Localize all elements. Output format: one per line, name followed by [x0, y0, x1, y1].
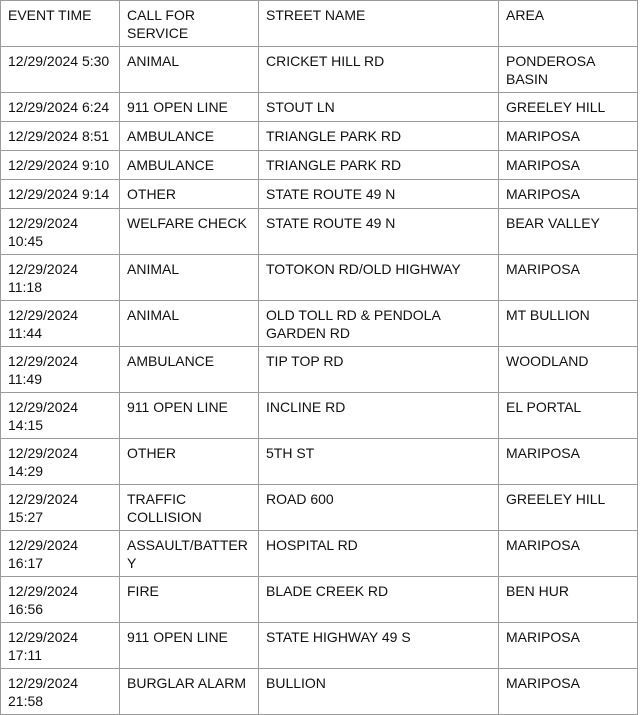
cell-area: MARIPOSA: [499, 669, 638, 715]
cell-call-for-service: AMBULANCE: [120, 347, 259, 393]
cell-call-for-service: FIRE: [120, 577, 259, 623]
table-row: [1, 93, 638, 122]
table-row: [1, 669, 638, 715]
table-row: [1, 151, 638, 180]
table-row: [1, 531, 638, 577]
cell-area: MARIPOSA: [499, 531, 638, 577]
cell-event-time: 12/29/2024 16:56: [1, 577, 120, 623]
cell-area: GREELEY HILL: [499, 93, 638, 122]
cell-street-name: INCLINE RD: [259, 393, 499, 439]
table-row: [1, 255, 638, 301]
table-row: [1, 577, 638, 623]
cell-street-name: TIP TOP RD: [259, 347, 499, 393]
cell-event-time: 12/29/2024 11:18: [1, 255, 120, 301]
cell-street-name: STOUT LN: [259, 93, 499, 122]
cell-area: MARIPOSA: [499, 180, 638, 209]
cell-event-time: 12/29/2024 14:29: [1, 439, 120, 485]
cell-event-time: 12/29/2024 14:15: [1, 393, 120, 439]
cell-area: BEN HUR: [499, 577, 638, 623]
cell-street-name: STATE ROUTE 49 N: [259, 180, 499, 209]
cell-street-name: STATE HIGHWAY 49 S: [259, 623, 499, 669]
cell-call-for-service: AMBULANCE: [120, 151, 259, 180]
cell-area: EL PORTAL: [499, 393, 638, 439]
cell-street-name: CRICKET HILL RD: [259, 47, 499, 93]
cell-call-for-service: ANIMAL: [120, 47, 259, 93]
cell-call-for-service: OTHER: [120, 439, 259, 485]
cell-event-time: 12/29/2024 6:24: [1, 93, 120, 122]
cell-street-name: HOSPITAL RD: [259, 531, 499, 577]
cell-area: GREELEY HILL: [499, 485, 638, 531]
table-row: [1, 301, 638, 347]
cell-call-for-service: 911 OPEN LINE: [120, 393, 259, 439]
cell-street-name: BLADE CREEK RD: [259, 577, 499, 623]
cell-call-for-service: ANIMAL: [120, 255, 259, 301]
cell-event-time: 12/29/2024 10:45: [1, 209, 120, 255]
cell-call-for-service: 911 OPEN LINE: [120, 623, 259, 669]
cell-area: BEAR VALLEY: [499, 209, 638, 255]
cell-area: MT BULLION: [499, 301, 638, 347]
cell-event-time: 12/29/2024 15:27: [1, 485, 120, 531]
table-row: [1, 623, 638, 669]
cell-call-for-service: ASSAULT/BATTERY: [120, 531, 259, 577]
cell-event-time: 12/29/2024 5:30: [1, 47, 120, 93]
cell-call-for-service: BURGLAR ALARM: [120, 669, 259, 715]
cell-street-name: ROAD 600: [259, 485, 499, 531]
cell-street-name: 5TH ST: [259, 439, 499, 485]
header-event-time: EVENT TIME: [1, 1, 120, 47]
cell-area: MARIPOSA: [499, 122, 638, 151]
cell-call-for-service: ANIMAL: [120, 301, 259, 347]
table-row: [1, 47, 638, 93]
cell-area: MARIPOSA: [499, 439, 638, 485]
cell-area: WOODLAND: [499, 347, 638, 393]
table-row: [1, 347, 638, 393]
cell-street-name: TRIANGLE PARK RD: [259, 151, 499, 180]
table-row: [1, 439, 638, 485]
cell-area: PONDEROSA BASIN: [499, 47, 638, 93]
header-call-for-service: CALL FOR SERVICE: [120, 1, 259, 47]
header-area: AREA: [499, 1, 638, 47]
cell-street-name: OLD TOLL RD & PENDOLA GARDEN RD: [259, 301, 499, 347]
cell-area: MARIPOSA: [499, 623, 638, 669]
cell-call-for-service: AMBULANCE: [120, 122, 259, 151]
cell-area: MARIPOSA: [499, 255, 638, 301]
table-row: [1, 180, 638, 209]
cell-event-time: 12/29/2024 11:44: [1, 301, 120, 347]
table-row: [1, 122, 638, 151]
cell-event-time: 12/29/2024 21:58: [1, 669, 120, 715]
cell-call-for-service: WELFARE CHECK: [120, 209, 259, 255]
cell-street-name: TRIANGLE PARK RD: [259, 122, 499, 151]
table-row: [1, 485, 638, 531]
cell-street-name: BULLION: [259, 669, 499, 715]
cell-call-for-service: TRAFFIC COLLISION: [120, 485, 259, 531]
table-row: [1, 209, 638, 255]
cell-street-name: STATE ROUTE 49 N: [259, 209, 499, 255]
cell-event-time: 12/29/2024 9:10: [1, 151, 120, 180]
cell-event-time: 12/29/2024 9:14: [1, 180, 120, 209]
cell-area: MARIPOSA: [499, 151, 638, 180]
table-header-row: [1, 1, 638, 47]
cell-event-time: 12/29/2024 16:17: [1, 531, 120, 577]
table-row: [1, 393, 638, 439]
cell-call-for-service: 911 OPEN LINE: [120, 93, 259, 122]
header-street-name: STREET NAME: [259, 1, 499, 47]
cell-event-time: 12/29/2024 17:11: [1, 623, 120, 669]
cell-call-for-service: OTHER: [120, 180, 259, 209]
cell-event-time: 12/29/2024 11:49: [1, 347, 120, 393]
cell-street-name: TOTOKON RD/OLD HIGHWAY: [259, 255, 499, 301]
cell-event-time: 12/29/2024 8:51: [1, 122, 120, 151]
